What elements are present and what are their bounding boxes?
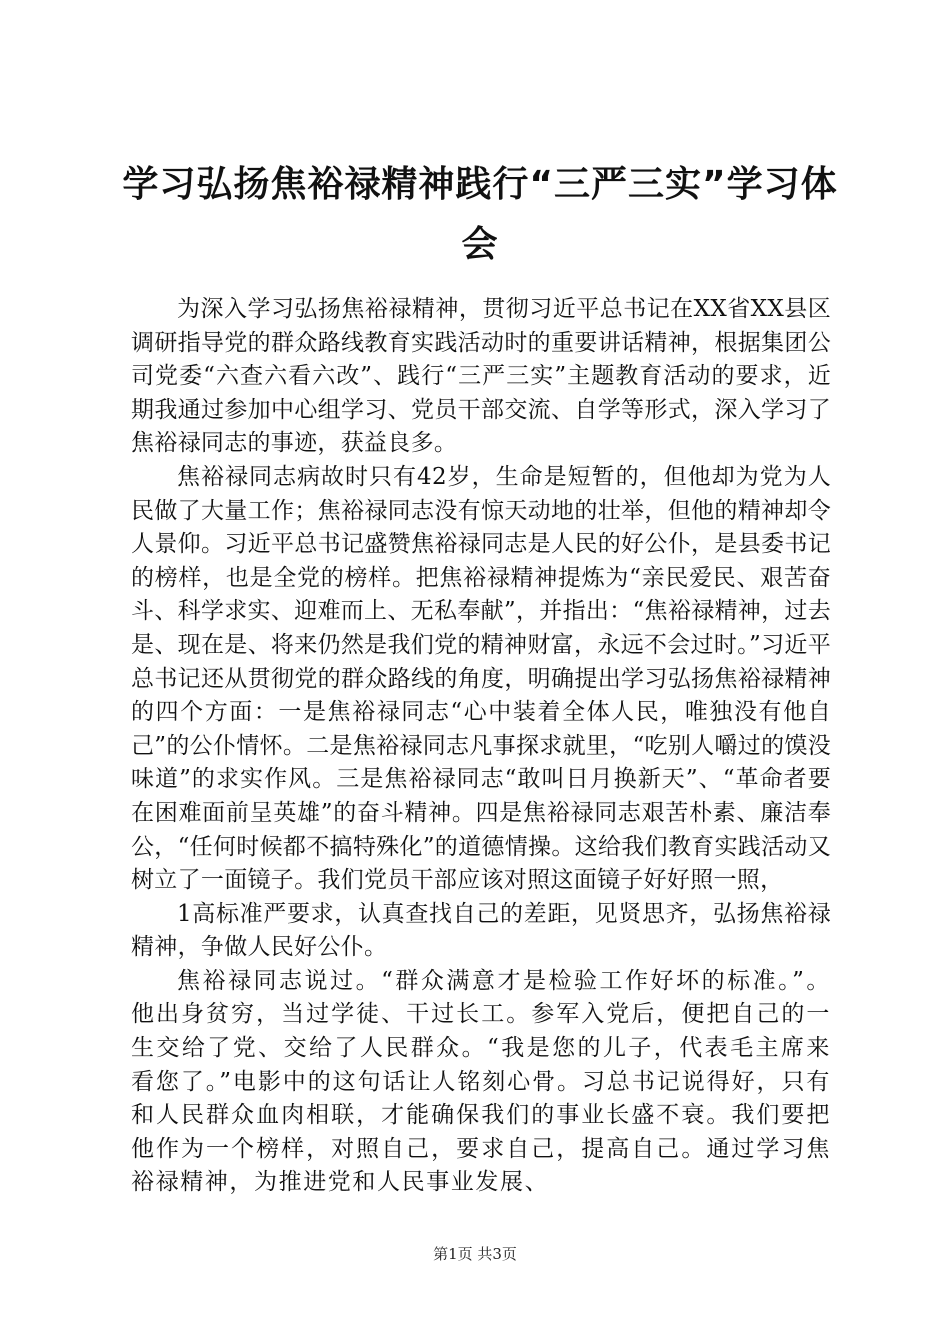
paragraph-point-1-detail: 焦裕禄同志说过。“群众满意才是检验工作好坏的标准。”。他出身贫穷，当过学徒、干过长工。参军入党后，便把自己的一生交给了党、交给了人民群众。“我是您的儿子，代表毛主席来看您了。”电影中的这句话让人铭刻心骨。习总书记说得好，只有和人民群众血肉相联，才能确保我们的事业长盛不衰。我们要把他作为一个榜样，对照自己，要求自己，提高自己。通过学习焦裕禄精神，为推进党和人民事业发展、 xyxy=(131,967,831,1196)
paragraph-point-1: 1高标准严要求，认真查找自己的差距，见贤思齐，弘扬焦裕禄精神，争做人民好公仆。 xyxy=(131,900,831,961)
paragraph-jiao-yulu-spirit: 焦裕禄同志病故时只有42岁，生命是短暂的，但他却为党为人民做了大量工作；焦裕禄同志没有惊天动地的壮举，但他的精神却令人景仰。习近平总书记盛赞焦裕禄同志是人民的好公仆，是县委书记的榜样，也是全党的榜样。把焦裕禄精神提炼为“亲民爱民、艰苦奋斗、科学求实、迎难而上、无私奉献”，并指出：“焦裕禄精神，过去是、现在是、将来仍然是我们党的精神财富，永远不会过时。”习近平总书记还从贯彻党的群众路线的角度，明确提出学习弘扬焦裕禄精神的四个方面：一是焦裕禄同志“心中装着全体人民，唯独没有他自己”的公仆情怀。二是焦裕禄同志凡事探求就里，“吃别人嚼过的馍没味道”的求实作风。三是焦裕禄同志“敢叫日月换新天”、“革命者要在困难面前呈英雄”的奋斗精神。四是焦裕禄同志艰苦朴素、廉洁奉公，“任何时候都不搞特殊化”的道德情操。这给我们教育实践活动又树立了一面镜子。我们党员干部应该对照这面镜子好好照一照， xyxy=(131,463,831,894)
page-footer: 第1页 共3页 xyxy=(433,1245,517,1263)
paragraph-intro: 为深入学习弘扬焦裕禄精神，贯彻习近平总书记在XX省XX县区调研指导党的群众路线教育实践活动时的重要讲话精神，根据集团公司党委“六查六看六改”、践行“三严三实”主题教育活动的要求，近期我通过参加中心组学习、党员干部交流、自学等形式，深入学习了焦裕禄同志的事迹，获益良多。 xyxy=(131,296,831,457)
document-title: 学习弘扬焦裕禄精神践行“三严三实”学习体会 xyxy=(122,164,838,265)
document-body xyxy=(131,293,831,1200)
